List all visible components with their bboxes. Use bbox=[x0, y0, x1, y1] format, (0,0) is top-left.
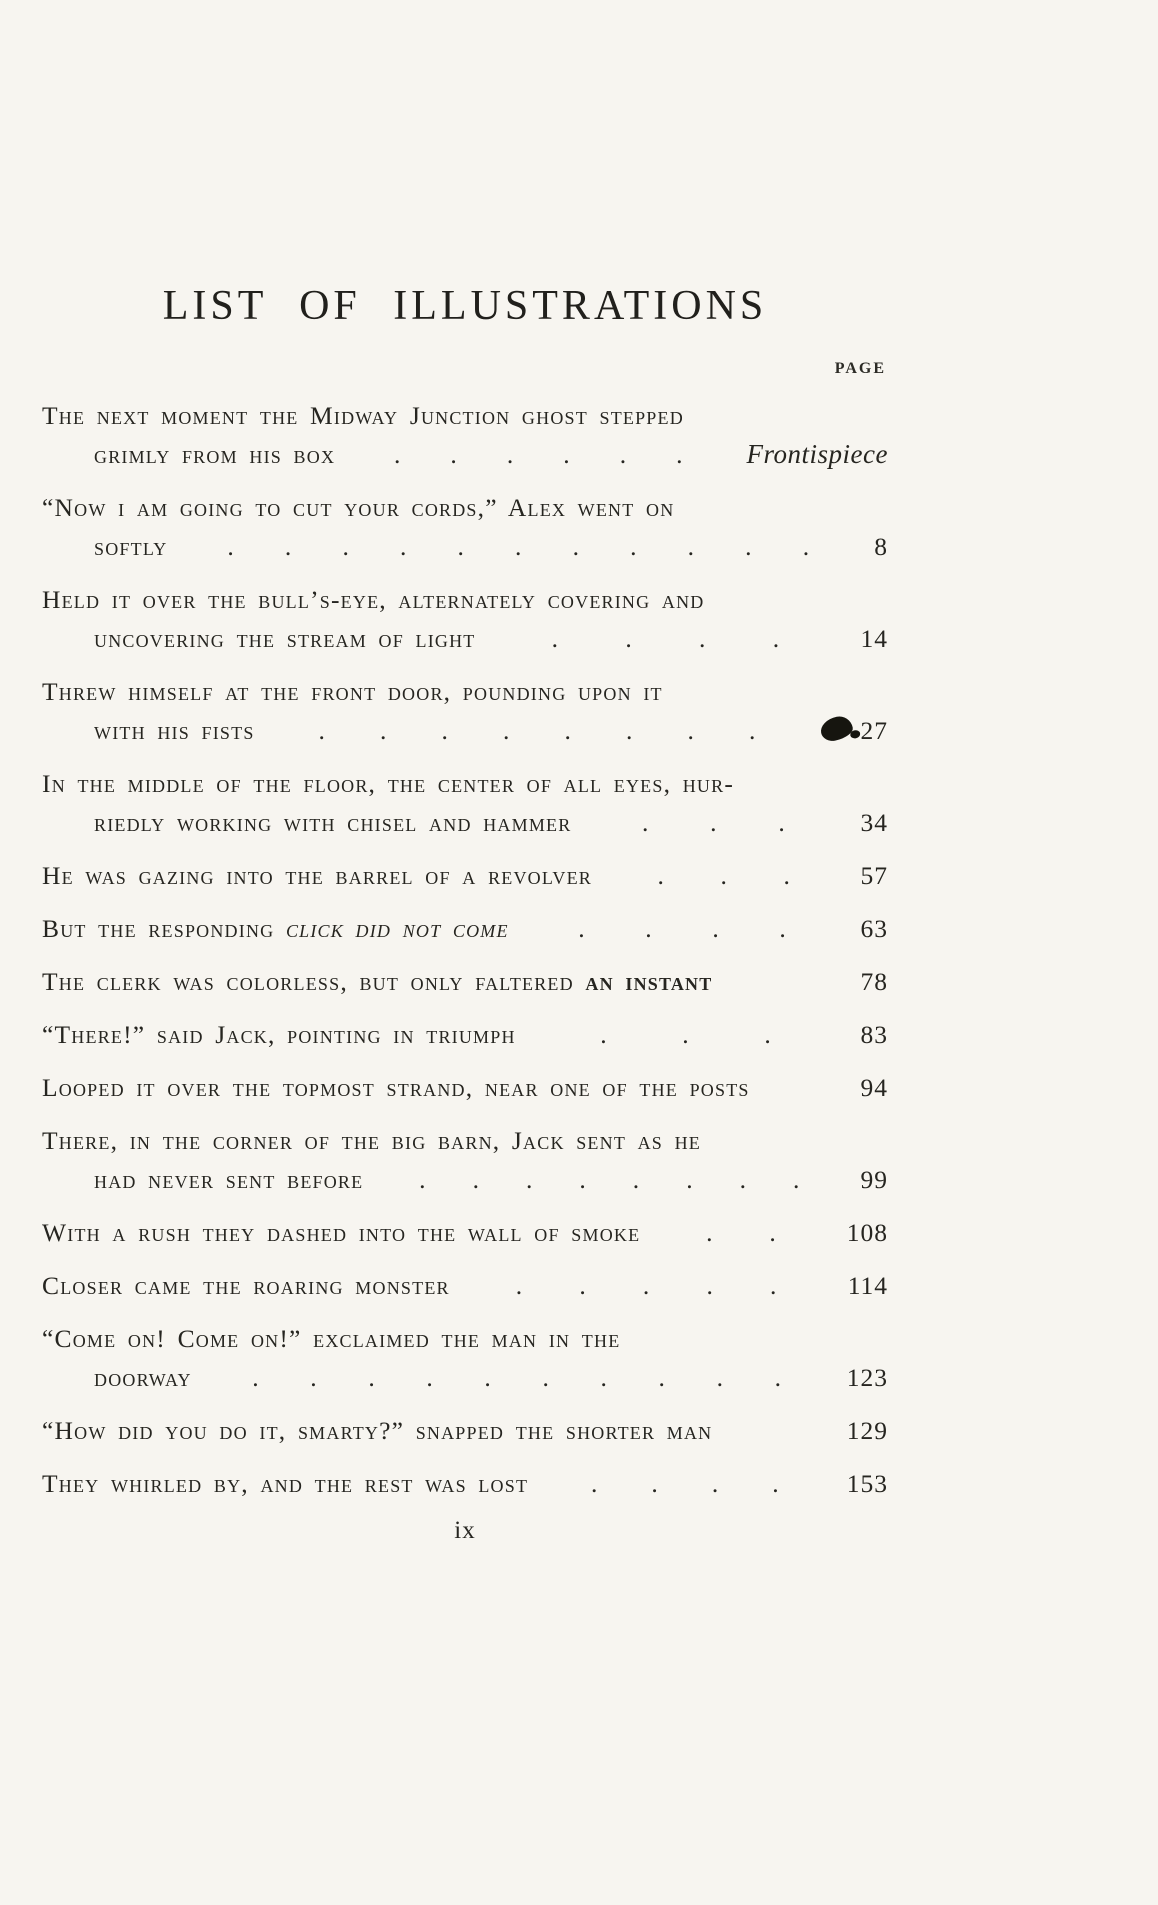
leader-dot: . bbox=[457, 532, 466, 561]
leader-dot: . bbox=[625, 624, 633, 653]
leader-dots bbox=[335, 435, 742, 474]
leader-dot: . bbox=[802, 532, 811, 561]
leader-dot: . bbox=[419, 1165, 427, 1194]
entry-text-segment: Looped it over the topmost strand, near one of the posts bbox=[42, 1073, 750, 1102]
illustration-entry bbox=[42, 396, 888, 474]
entry-line bbox=[42, 1319, 888, 1358]
leader-dot: . bbox=[564, 716, 573, 745]
folio-page-number: ix bbox=[454, 1517, 476, 1544]
page-column-header: PAGE bbox=[834, 360, 886, 377]
leader-dot: . bbox=[632, 1165, 641, 1194]
leader-dot: . bbox=[625, 716, 634, 745]
leader-dot: . bbox=[770, 1271, 778, 1300]
leader-dot: . bbox=[563, 440, 571, 469]
leader-dot: . bbox=[739, 1165, 748, 1194]
leader-dot: . bbox=[484, 1363, 492, 1392]
leader-dot: . bbox=[658, 1363, 667, 1392]
entry-text bbox=[42, 962, 712, 1001]
entry-text-segment: riedly working with chisel and hammer bbox=[94, 808, 572, 837]
page-content bbox=[42, 282, 888, 1545]
leader-dots bbox=[571, 803, 856, 842]
illustration-entry bbox=[42, 488, 888, 566]
illustrations-list bbox=[42, 396, 888, 1503]
entry-line bbox=[42, 1213, 888, 1252]
entry-page-number: 99 bbox=[860, 1165, 888, 1194]
entry-line bbox=[42, 1121, 888, 1160]
entry-page-number: 94 bbox=[860, 1073, 888, 1102]
illustration-entry bbox=[42, 672, 888, 750]
entry-text-segment: In the middle of the floor, the center of all eyes, hur- bbox=[42, 769, 735, 798]
entry-text bbox=[42, 1068, 750, 1107]
entry-page-number: 34 bbox=[860, 808, 888, 837]
leader-dot: . bbox=[748, 716, 757, 745]
entry-text-segment: softly bbox=[94, 532, 168, 561]
leader-dots bbox=[476, 619, 857, 658]
entry-line bbox=[42, 909, 888, 948]
entry-line bbox=[42, 1358, 888, 1397]
entry-line bbox=[42, 1160, 888, 1199]
leader-dot: . bbox=[342, 532, 351, 561]
leader-dot: . bbox=[783, 861, 792, 890]
entry-text bbox=[42, 1464, 528, 1503]
illustration-entry bbox=[42, 1411, 888, 1450]
leader-dot: . bbox=[426, 1363, 434, 1392]
leader-dot: . bbox=[252, 1363, 260, 1392]
leader-dot: . bbox=[772, 624, 781, 653]
leader-dots bbox=[255, 711, 821, 750]
leader-dot: . bbox=[676, 440, 684, 469]
illustration-entry bbox=[42, 764, 888, 842]
entry-page-number: Frontispiece bbox=[746, 439, 888, 469]
illustration-entry bbox=[42, 1464, 888, 1503]
entry-text-segment: “There!” said Jack, pointing in triumph bbox=[42, 1020, 516, 1049]
leader-dot: . bbox=[579, 1271, 587, 1300]
leader-dot: . bbox=[706, 1218, 714, 1247]
leader-dot: . bbox=[711, 1469, 720, 1498]
entry-text-segment: had never sent before bbox=[94, 1165, 364, 1194]
entry-text bbox=[42, 1266, 450, 1305]
leader-dot: . bbox=[506, 440, 515, 469]
leader-dot: . bbox=[645, 914, 653, 943]
leader-dot: . bbox=[450, 440, 458, 469]
entry-text-segment: doorway bbox=[94, 1363, 192, 1392]
entry-text bbox=[42, 856, 592, 895]
leader-dots bbox=[192, 1358, 843, 1397]
entry-page-number: 153 bbox=[846, 1469, 888, 1498]
leader-dot: . bbox=[318, 716, 327, 745]
entry-text-segment: But the responding bbox=[42, 914, 286, 943]
page-title: LIST OF ILLUSTRATIONS bbox=[162, 283, 768, 329]
entry-page-number: 123 bbox=[846, 1363, 888, 1392]
entry-text-segment: “Now i am going to cut your cords,” Alex went on bbox=[42, 493, 675, 522]
leader-dot: . bbox=[591, 1469, 599, 1498]
entry-line bbox=[42, 672, 888, 711]
entry-line bbox=[42, 803, 888, 842]
entry-line bbox=[42, 580, 888, 619]
entry-line bbox=[42, 1068, 888, 1107]
entry-text-segment: grimly from his box bbox=[94, 440, 336, 469]
entry-text bbox=[94, 435, 335, 474]
leader-dot: . bbox=[686, 1165, 694, 1194]
entry-text-segment: with his fists bbox=[94, 716, 255, 745]
entry-line bbox=[42, 1464, 888, 1503]
leader-dot: . bbox=[472, 1165, 481, 1194]
leader-dot: . bbox=[579, 1165, 587, 1194]
leader-dot: . bbox=[706, 1271, 715, 1300]
leader-dots bbox=[363, 1160, 856, 1199]
entry-text-segment: an instant bbox=[585, 967, 713, 996]
entry-text-segment: “How did you do it, smarty?” snapped the shorter man bbox=[42, 1416, 713, 1445]
entry-page-number: 8 bbox=[874, 532, 888, 561]
entry-page-number: 63 bbox=[860, 914, 888, 943]
leader-dot: . bbox=[710, 808, 718, 837]
entry-page-number: 14 bbox=[860, 624, 888, 653]
leader-dot: . bbox=[619, 440, 628, 469]
entry-page-number: 57 bbox=[860, 861, 888, 890]
entry-text-segment: He was gazing into the barrel of a revolver bbox=[42, 861, 593, 890]
leader-dot: . bbox=[774, 1363, 783, 1392]
leader-dots bbox=[167, 527, 870, 566]
entry-page-number: 114 bbox=[847, 1271, 888, 1300]
leader-dot: . bbox=[542, 1363, 551, 1392]
entry-text-segment: “Come on! Come on!” exclaimed the man in the bbox=[42, 1324, 621, 1353]
leader-dot: . bbox=[745, 532, 753, 561]
entry-text bbox=[94, 619, 476, 658]
illustration-entry bbox=[42, 856, 888, 895]
entry-text-segment: Held it over the bull’s-eye, alternately covering and bbox=[42, 585, 705, 614]
leader-dot: . bbox=[720, 861, 729, 890]
leader-dot: . bbox=[368, 1363, 376, 1392]
leader-dot: . bbox=[793, 1165, 801, 1194]
leader-dot: . bbox=[712, 914, 720, 943]
illustration-entry bbox=[42, 962, 888, 1001]
entry-text bbox=[42, 769, 734, 798]
entry-page-number: 78 bbox=[860, 967, 888, 996]
ink-blot-artifact bbox=[818, 714, 854, 743]
leader-dot: . bbox=[525, 1165, 534, 1194]
leader-dots bbox=[509, 909, 857, 948]
leader-dot: . bbox=[772, 1469, 780, 1498]
entry-text-segment: Threw himself at the front door, pounding upon it bbox=[42, 677, 663, 706]
entry-text bbox=[42, 1213, 640, 1252]
entry-text-segment: The clerk was colorless, but only faltered bbox=[42, 967, 586, 996]
leader-dot: . bbox=[310, 1363, 318, 1392]
entry-line bbox=[42, 619, 888, 658]
leader-dot: . bbox=[716, 1363, 725, 1392]
leader-dot: . bbox=[284, 532, 293, 561]
leader-dots bbox=[640, 1213, 842, 1252]
leader-dot: . bbox=[441, 716, 450, 745]
leader-dot: . bbox=[687, 716, 696, 745]
entry-line bbox=[42, 962, 888, 1001]
entry-line bbox=[42, 1015, 888, 1054]
entry-text bbox=[42, 401, 684, 430]
illustration-entry bbox=[42, 1266, 888, 1305]
entry-page-number: 129 bbox=[846, 1416, 888, 1445]
entry-text-segment: They whirled by, and the rest was lost bbox=[42, 1469, 529, 1498]
leader-dot: . bbox=[682, 1020, 690, 1049]
entry-page-number: 83 bbox=[860, 1020, 888, 1049]
entry-text bbox=[42, 677, 663, 706]
entry-text-segment: The next moment the Midway Junction ghost stepped bbox=[42, 401, 684, 430]
entry-line bbox=[42, 1266, 888, 1305]
illustration-entry bbox=[42, 1068, 888, 1107]
leader-dot: . bbox=[687, 532, 696, 561]
leader-dot: . bbox=[551, 624, 560, 653]
leader-dot: . bbox=[572, 532, 581, 561]
entry-text-segment: click did not come bbox=[285, 914, 509, 943]
entry-page-number: 27 bbox=[860, 716, 888, 745]
entry-text-segment: There, in the corner of the big barn, Jack sent as he bbox=[42, 1126, 701, 1155]
entry-text bbox=[42, 1324, 620, 1353]
entry-text bbox=[42, 909, 509, 948]
leader-dots bbox=[592, 856, 856, 895]
leader-dot: . bbox=[515, 532, 523, 561]
entry-text bbox=[42, 585, 704, 614]
entry-text bbox=[42, 1015, 516, 1054]
entry-text-segment: uncovering the stream of light bbox=[94, 624, 476, 653]
illustration-entry bbox=[42, 909, 888, 948]
leader-dot: . bbox=[515, 1271, 524, 1300]
illustration-entry bbox=[42, 1121, 888, 1199]
entry-text bbox=[42, 1411, 712, 1450]
leader-dots bbox=[528, 1464, 843, 1503]
entry-text bbox=[42, 1126, 701, 1155]
entry-line bbox=[42, 764, 888, 803]
illustration-entry bbox=[42, 1015, 888, 1054]
leader-dot: . bbox=[769, 1218, 777, 1247]
illustration-entry bbox=[42, 1213, 888, 1252]
leader-dot: . bbox=[630, 532, 638, 561]
leader-dot: . bbox=[764, 1020, 772, 1049]
leader-dot: . bbox=[399, 532, 408, 561]
entry-text bbox=[94, 803, 571, 842]
leader-dot: . bbox=[578, 914, 586, 943]
leader-dot: . bbox=[642, 808, 650, 837]
entry-text-segment: Closer came the roaring monster bbox=[42, 1271, 450, 1300]
entry-line bbox=[42, 527, 888, 566]
leader-dot: . bbox=[600, 1020, 608, 1049]
leader-dot: . bbox=[642, 1271, 651, 1300]
entry-text bbox=[94, 1160, 363, 1199]
entry-line bbox=[42, 488, 888, 527]
leader-dot: . bbox=[779, 914, 787, 943]
leader-dot: . bbox=[227, 532, 235, 561]
leader-dot: . bbox=[394, 440, 402, 469]
leader-dots bbox=[516, 1015, 857, 1054]
entry-text bbox=[42, 493, 674, 522]
entry-line bbox=[42, 711, 888, 750]
leader-dot: . bbox=[379, 716, 388, 745]
entry-text bbox=[94, 1358, 192, 1397]
entry-line bbox=[42, 856, 888, 895]
leader-dot: . bbox=[600, 1363, 609, 1392]
leader-dot: . bbox=[657, 861, 666, 890]
illustration-entry bbox=[42, 1319, 888, 1397]
entry-text-segment: With a rush they dashed into the wall of smoke bbox=[42, 1218, 641, 1247]
entry-page-number: 108 bbox=[846, 1218, 888, 1247]
entry-line bbox=[42, 1411, 888, 1450]
leader-dot: . bbox=[502, 716, 511, 745]
entry-text bbox=[94, 527, 167, 566]
leader-dot: . bbox=[699, 624, 707, 653]
entry-line bbox=[42, 396, 888, 435]
entry-line bbox=[42, 435, 888, 474]
leader-dots bbox=[450, 1266, 844, 1305]
entry-text bbox=[94, 711, 255, 750]
illustration-entry bbox=[42, 580, 888, 658]
leader-dot: . bbox=[778, 808, 786, 837]
leader-dot: . bbox=[651, 1469, 659, 1498]
